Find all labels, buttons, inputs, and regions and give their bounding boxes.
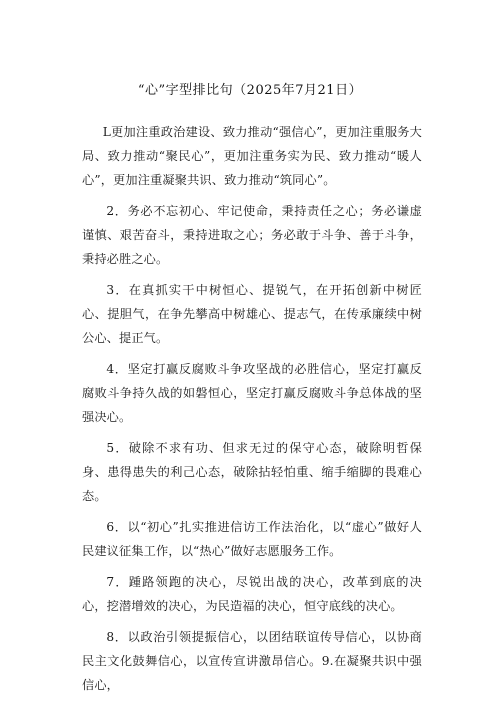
document-body xyxy=(82,120,422,704)
paragraph-2: 2．务必不忘初心、牢记使命，秉持责任之心；务必谦虚谨慎、艰苦奋斗，秉持进取之心；务必敢于斗争、善于斗争，秉持必胜之心。 xyxy=(82,204,422,266)
paragraph-3: 3．在真抓实干中树恒心、提锐气，在开拓创新中树匠心、提胆气，在争先攀高中树雄心、提志气，在传承廉续中树公心、提正气。 xyxy=(82,283,422,345)
document-title: “心”字型排比句（2025年7月21日） xyxy=(137,83,363,98)
paragraph-6: 6．以“初心”扎实推进信访工作法治化，以“虚心”做好人民建议征集工作，以“热心”做好志愿服务工作。 xyxy=(82,520,422,558)
paragraph-4: 4．坚定打赢反腐败斗争攻坚战的必胜信心，坚定打赢反腐败斗争持久战的如磐恒心，坚定打赢反腐败斗争总体战的坚强决心。 xyxy=(82,362,422,424)
paragraph-5: 5．破除不求有功、但求无过的保守心态，破除明哲保身、患得患失的利己心态，破除拈轻怕重、缩手缩脚的畏难心态。 xyxy=(82,441,422,503)
paragraph-7: 7．踵路领跑的决心，尽锐出战的决心，改革到底的决心，挖潜增效的决心，为民造福的决心，恒守底线的决心。 xyxy=(82,575,422,613)
paragraph-8: 8．以政治引领提振信心，以团结联谊传导信心，以协商民主文化鼓舞信心，以宣传宣讲激昂信心。9.在凝聚共识中强信心， xyxy=(82,630,422,692)
paragraph-1: L更加注重政治建设、致力推动“强信心”，更加注重服务大局、致力推动“聚民心”，更加注重务实为民、致力推动“暖人心”，更加注重凝聚共识、致力推动“筑同心”。 xyxy=(82,125,422,187)
